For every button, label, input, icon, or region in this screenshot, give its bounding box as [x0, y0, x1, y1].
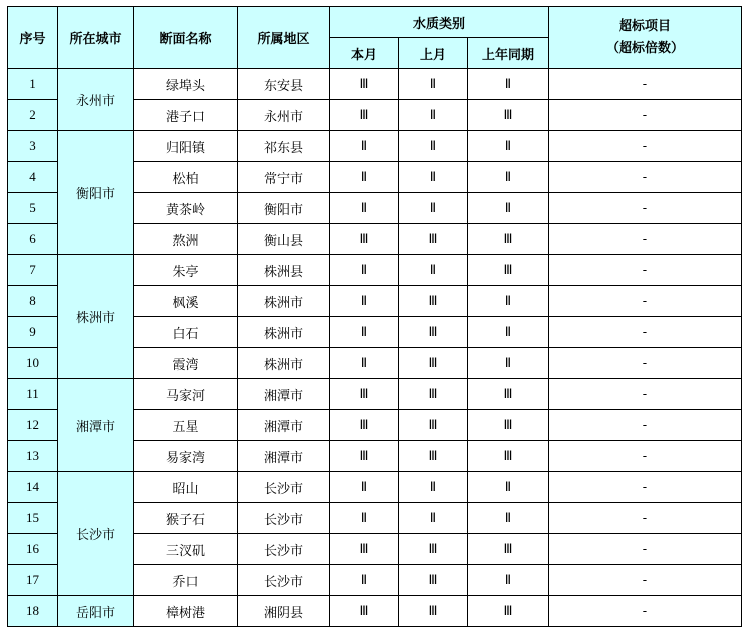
header-last-month: 上月 — [399, 38, 468, 69]
row-this-month: Ⅲ — [330, 379, 399, 410]
row-seq: 12 — [8, 410, 58, 441]
row-exceed: - — [549, 348, 742, 379]
row-seq: 17 — [8, 565, 58, 596]
row-city: 岳阳市 — [58, 596, 134, 627]
row-last-month: Ⅱ — [399, 255, 468, 286]
row-last-month: Ⅲ — [399, 565, 468, 596]
row-last-year: Ⅲ — [468, 410, 549, 441]
row-this-month: Ⅲ — [330, 224, 399, 255]
row-seq: 8 — [8, 286, 58, 317]
row-section: 三汊矶 — [134, 534, 238, 565]
row-section: 猴子石 — [134, 503, 238, 534]
row-seq: 16 — [8, 534, 58, 565]
table-row — [8, 255, 742, 286]
row-section: 白石 — [134, 317, 238, 348]
row-region: 东安县 — [238, 69, 330, 100]
row-last-month: Ⅲ — [399, 286, 468, 317]
row-seq: 3 — [8, 131, 58, 162]
row-section: 绿埠头 — [134, 69, 238, 100]
row-city: 湘潭市 — [58, 379, 134, 472]
row-last-month: Ⅱ — [399, 193, 468, 224]
row-exceed: - — [549, 193, 742, 224]
row-region: 长沙市 — [238, 534, 330, 565]
header-exceed — [549, 7, 742, 69]
row-last-month: Ⅲ — [399, 348, 468, 379]
row-region: 株洲县 — [238, 255, 330, 286]
row-last-year: Ⅲ — [468, 534, 549, 565]
row-exceed: - — [549, 379, 742, 410]
row-last-month: Ⅲ — [399, 224, 468, 255]
row-section: 归阳镇 — [134, 131, 238, 162]
row-section: 樟树港 — [134, 596, 238, 627]
row-last-month: Ⅲ — [399, 441, 468, 472]
row-seq: 5 — [8, 193, 58, 224]
row-region: 衡阳市 — [238, 193, 330, 224]
row-last-month: Ⅱ — [399, 503, 468, 534]
row-seq: 2 — [8, 100, 58, 131]
row-seq: 6 — [8, 224, 58, 255]
header-seq: 序号 — [8, 7, 58, 69]
row-city: 衡阳市 — [58, 131, 134, 255]
row-last-month: Ⅲ — [399, 317, 468, 348]
row-this-month: Ⅱ — [330, 131, 399, 162]
row-exceed: - — [549, 286, 742, 317]
row-region: 祁东县 — [238, 131, 330, 162]
row-last-month: Ⅱ — [399, 472, 468, 503]
table-row — [8, 131, 742, 162]
row-region: 株洲市 — [238, 348, 330, 379]
row-seq: 7 — [8, 255, 58, 286]
row-this-month: Ⅱ — [330, 348, 399, 379]
row-last-year: Ⅲ — [468, 224, 549, 255]
row-this-month: Ⅱ — [330, 565, 399, 596]
row-section: 熬洲 — [134, 224, 238, 255]
row-last-year: Ⅲ — [468, 255, 549, 286]
row-exceed: - — [549, 131, 742, 162]
row-last-month: Ⅲ — [399, 534, 468, 565]
row-seq: 10 — [8, 348, 58, 379]
header-this-month: 本月 — [330, 38, 399, 69]
row-this-month: Ⅱ — [330, 472, 399, 503]
row-seq: 18 — [8, 596, 58, 627]
row-region: 株洲市 — [238, 317, 330, 348]
row-last-month: Ⅲ — [399, 596, 468, 627]
row-this-month: Ⅲ — [330, 596, 399, 627]
header-section: 断面名称 — [134, 7, 238, 69]
row-exceed: - — [549, 162, 742, 193]
header-region: 所属地区 — [238, 7, 330, 69]
table-row — [8, 69, 742, 100]
header-water-quality: 水质类别 — [330, 7, 549, 38]
row-seq: 1 — [8, 69, 58, 100]
row-last-month: Ⅱ — [399, 69, 468, 100]
row-region: 衡山县 — [238, 224, 330, 255]
row-last-year: Ⅱ — [468, 286, 549, 317]
row-region: 株洲市 — [238, 286, 330, 317]
row-last-month: Ⅱ — [399, 100, 468, 131]
row-this-month: Ⅱ — [330, 162, 399, 193]
row-section: 松柏 — [134, 162, 238, 193]
table-row — [8, 379, 742, 410]
row-section: 昭山 — [134, 472, 238, 503]
row-last-year: Ⅱ — [468, 131, 549, 162]
row-this-month: Ⅲ — [330, 441, 399, 472]
row-region: 湘潭市 — [238, 410, 330, 441]
row-city: 长沙市 — [58, 472, 134, 596]
row-section: 霞湾 — [134, 348, 238, 379]
row-this-month: Ⅲ — [330, 100, 399, 131]
row-region: 长沙市 — [238, 472, 330, 503]
row-this-month: Ⅱ — [330, 286, 399, 317]
row-last-year: Ⅲ — [468, 441, 549, 472]
row-last-year: Ⅱ — [468, 193, 549, 224]
row-exceed: - — [549, 441, 742, 472]
row-region: 永州市 — [238, 100, 330, 131]
row-section: 马家河 — [134, 379, 238, 410]
row-this-month: Ⅱ — [330, 503, 399, 534]
row-last-month: Ⅲ — [399, 410, 468, 441]
row-exceed: - — [549, 100, 742, 131]
water-quality-table-container — [7, 6, 742, 627]
table-header — [8, 7, 742, 69]
row-exceed: - — [549, 410, 742, 441]
row-region: 长沙市 — [238, 503, 330, 534]
row-last-year: Ⅱ — [468, 472, 549, 503]
header-last-year-same: 上年同期 — [468, 38, 549, 69]
row-section: 易家湾 — [134, 441, 238, 472]
table-body — [8, 69, 742, 627]
row-last-year: Ⅱ — [468, 69, 549, 100]
row-exceed: - — [549, 596, 742, 627]
row-region: 长沙市 — [238, 565, 330, 596]
row-section: 枫溪 — [134, 286, 238, 317]
header-city: 所在城市 — [58, 7, 134, 69]
row-this-month: Ⅲ — [330, 69, 399, 100]
row-exceed: - — [549, 255, 742, 286]
row-last-year: Ⅱ — [468, 565, 549, 596]
row-exceed: - — [549, 317, 742, 348]
row-last-year: Ⅲ — [468, 100, 549, 131]
row-seq: 4 — [8, 162, 58, 193]
row-this-month: Ⅱ — [330, 317, 399, 348]
row-exceed: - — [549, 472, 742, 503]
row-exceed: - — [549, 69, 742, 100]
row-last-year: Ⅱ — [468, 162, 549, 193]
row-last-year: Ⅱ — [468, 317, 549, 348]
row-last-year: Ⅲ — [468, 379, 549, 410]
row-exceed: - — [549, 565, 742, 596]
row-section: 港子口 — [134, 100, 238, 131]
row-exceed: - — [549, 224, 742, 255]
row-seq: 9 — [8, 317, 58, 348]
row-seq: 11 — [8, 379, 58, 410]
row-section: 乔口 — [134, 565, 238, 596]
row-this-month: Ⅲ — [330, 534, 399, 565]
row-this-month: Ⅱ — [330, 193, 399, 224]
row-region: 湘潭市 — [238, 441, 330, 472]
row-this-month: Ⅲ — [330, 410, 399, 441]
row-last-month: Ⅱ — [399, 131, 468, 162]
row-last-month: Ⅱ — [399, 162, 468, 193]
row-city: 永州市 — [58, 69, 134, 131]
row-section: 黄茶岭 — [134, 193, 238, 224]
header-exceed-title: 超标项目 — [618, 18, 671, 34]
row-city: 株洲市 — [58, 255, 134, 379]
table-row — [8, 596, 742, 627]
row-exceed: - — [549, 534, 742, 565]
row-last-year: Ⅱ — [468, 503, 549, 534]
row-seq: 13 — [8, 441, 58, 472]
table-row — [8, 472, 742, 503]
row-seq: 15 — [8, 503, 58, 534]
row-this-month: Ⅱ — [330, 255, 399, 286]
row-region: 湘阴县 — [238, 596, 330, 627]
row-exceed: - — [549, 503, 742, 534]
row-last-year: Ⅱ — [468, 348, 549, 379]
row-region: 常宁市 — [238, 162, 330, 193]
row-last-month: Ⅲ — [399, 379, 468, 410]
row-section: 朱亭 — [134, 255, 238, 286]
header-exceed-sub: （超标倍数） — [605, 40, 684, 56]
row-region: 湘潭市 — [238, 379, 330, 410]
row-seq: 14 — [8, 472, 58, 503]
row-last-year: Ⅲ — [468, 596, 549, 627]
water-quality-table — [7, 6, 742, 627]
row-section: 五星 — [134, 410, 238, 441]
